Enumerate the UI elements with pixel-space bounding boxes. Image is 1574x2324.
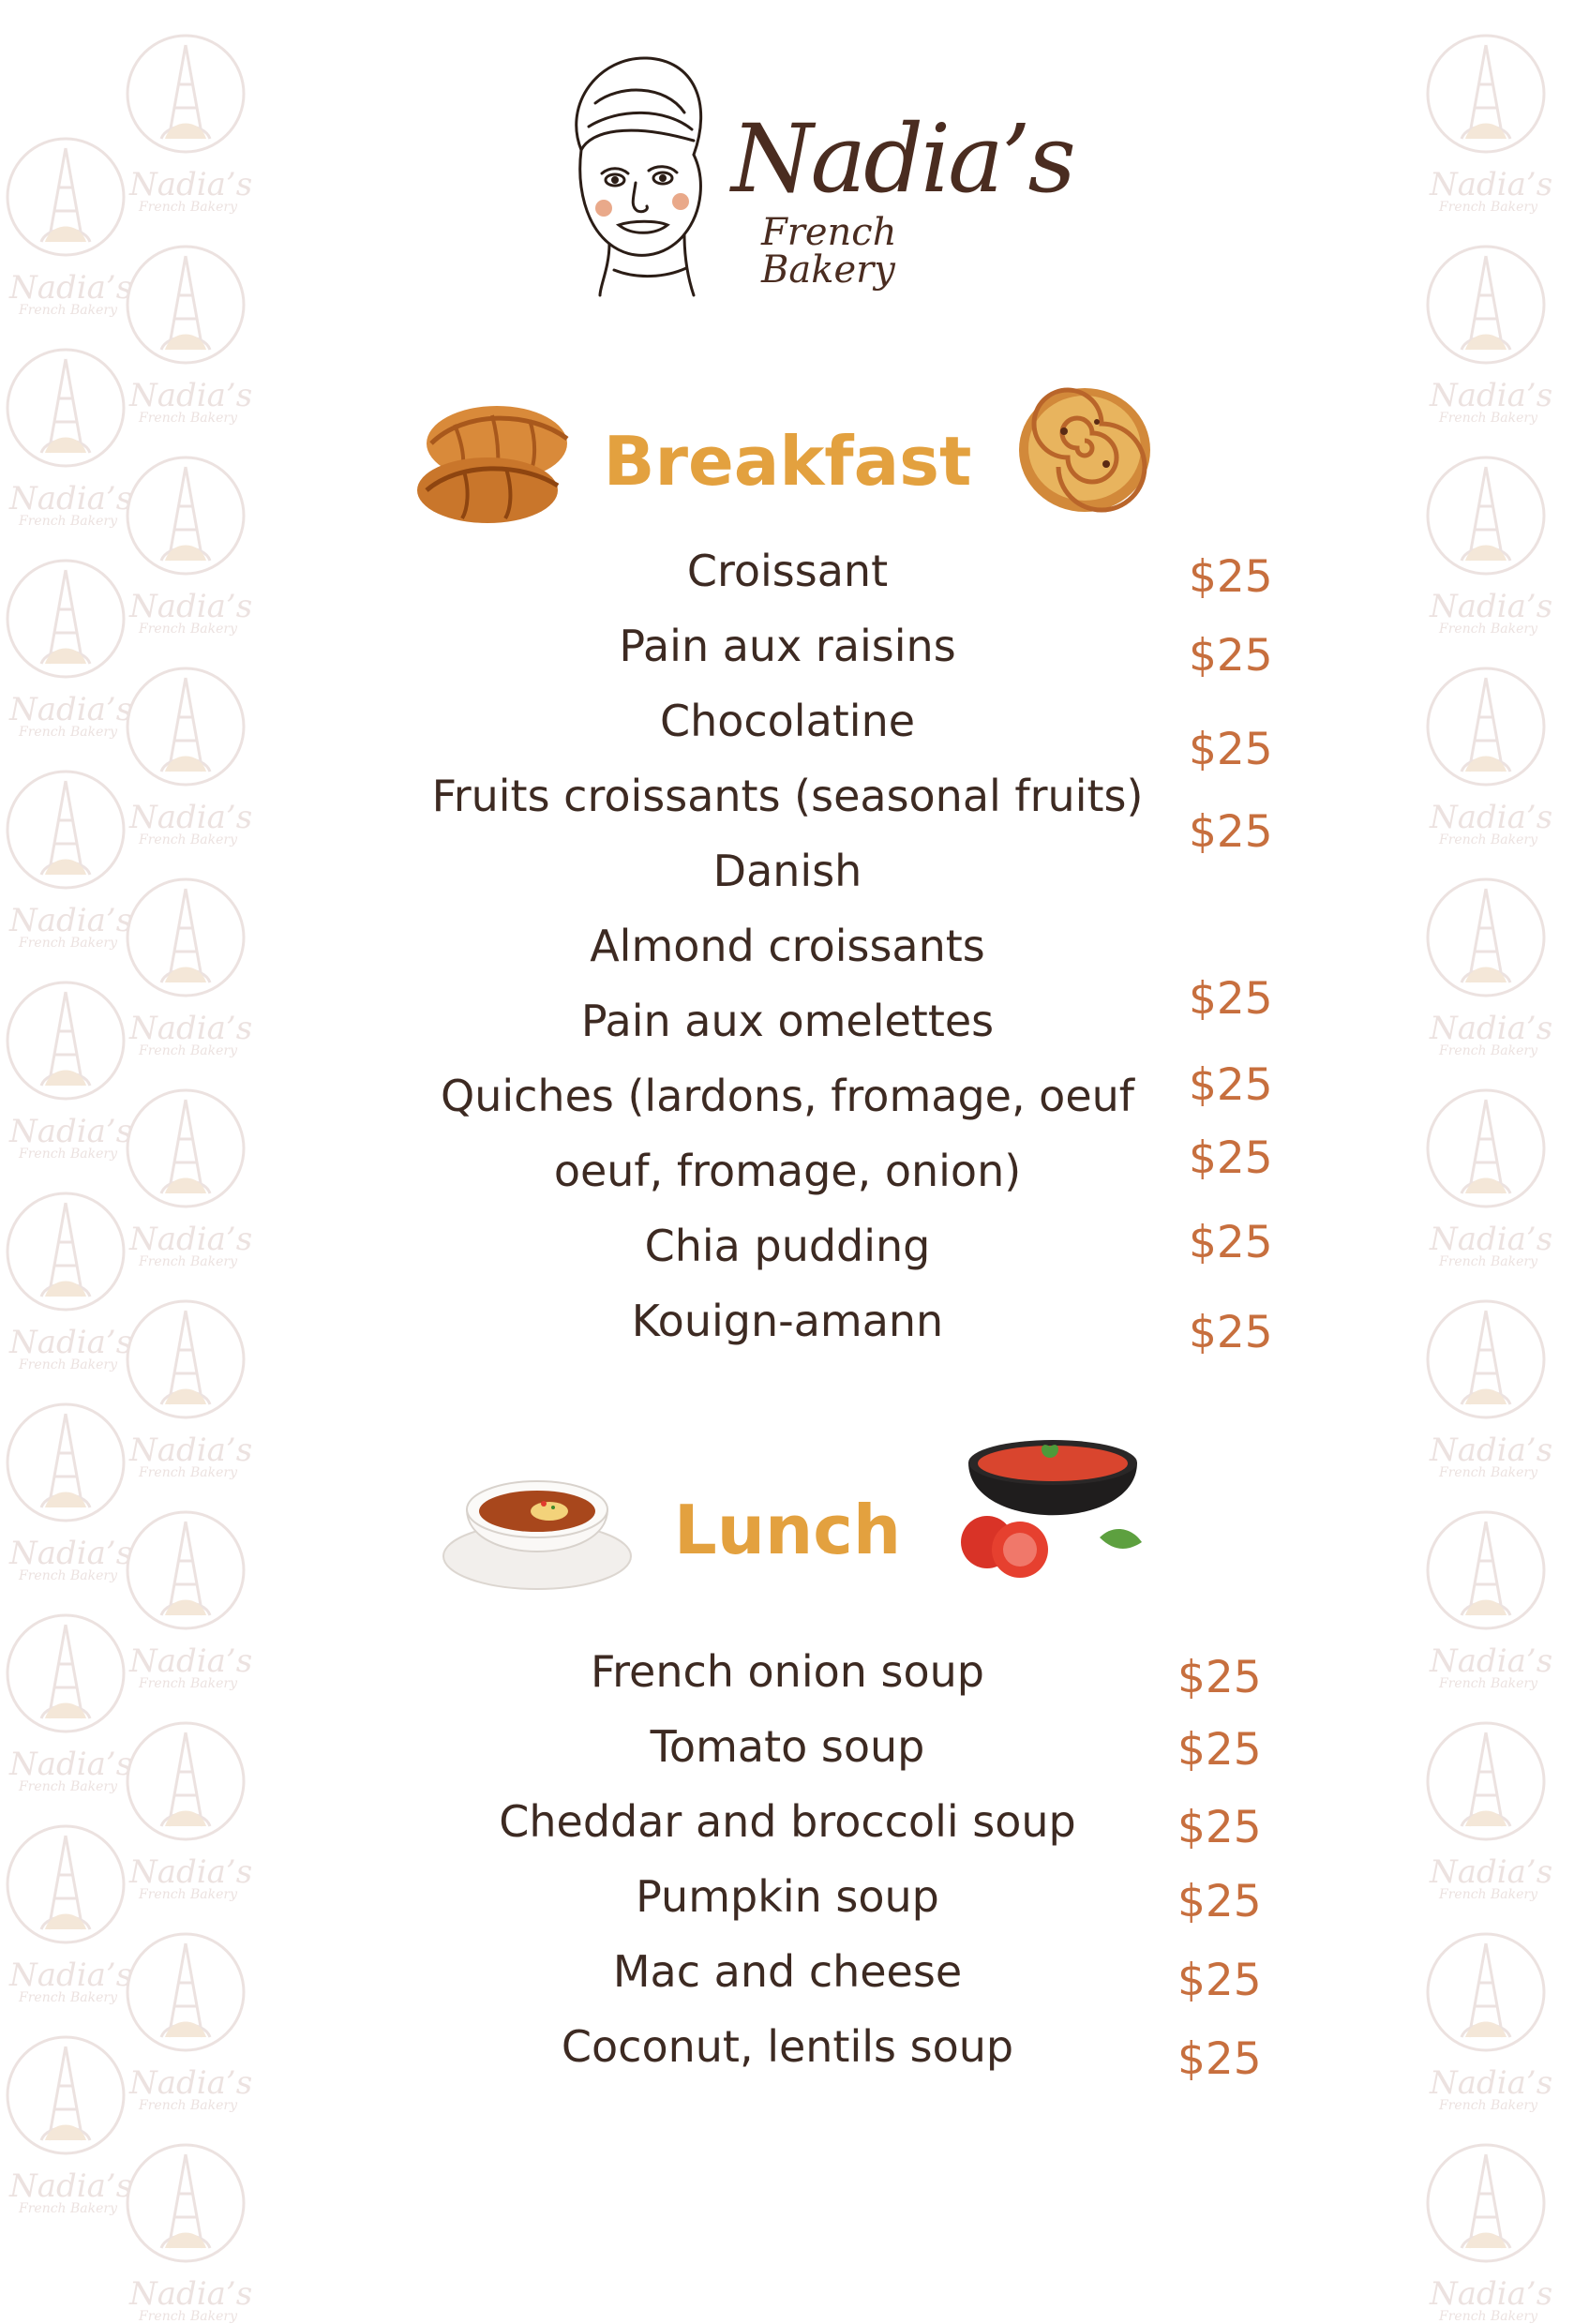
eiffel-tower-watermark-icon bbox=[1420, 1716, 1552, 1847]
breakfast-price: $25 bbox=[1189, 1217, 1273, 1268]
watermark-sub: French Bakery bbox=[19, 725, 118, 740]
watermark-sub: French Bakery bbox=[139, 1043, 238, 1058]
watermark-brand-text bbox=[9, 1537, 132, 1582]
brand-logo bbox=[544, 47, 1073, 309]
watermark-brand-text bbox=[129, 2064, 253, 2113]
watermark-sub: French Bakery bbox=[1439, 1465, 1538, 1480]
watermark-sub: French Bakery bbox=[139, 1887, 238, 1902]
lunch-price: $25 bbox=[1177, 1955, 1262, 2006]
watermark-sub: French Bakery bbox=[1439, 2309, 1538, 2324]
watermark-sub: French Bakery bbox=[1439, 1676, 1538, 1691]
watermark-sub: French Bakery bbox=[19, 514, 118, 529]
watermark-name: Nadia’s bbox=[9, 1324, 133, 1361]
breakfast-title: Breakfast bbox=[603, 422, 972, 501]
watermark-name: Nadia’s bbox=[1430, 377, 1553, 414]
breakfast-menu-item: Chocolatine bbox=[659, 696, 916, 746]
lunch-menu-item: Tomato soup bbox=[650, 1721, 925, 1772]
breakfast-menu-item: Almond croissants bbox=[590, 921, 985, 971]
eiffel-tower-watermark-icon bbox=[0, 131, 131, 262]
watermark-name: Nadia’s bbox=[129, 1221, 253, 1258]
watermark-name: Nadia’s bbox=[129, 799, 253, 836]
eiffel-tower-watermark-icon bbox=[0, 975, 131, 1106]
lunch-menu-item: French onion soup bbox=[591, 1646, 984, 1697]
eiffel-tower-watermark-icon bbox=[1420, 28, 1552, 159]
watermark-sub: French Bakery bbox=[19, 1568, 118, 1583]
breakfast-menu-item: Danish bbox=[712, 846, 862, 896]
watermark-sub: French Bakery bbox=[139, 1254, 238, 1269]
eiffel-tower-watermark-icon bbox=[120, 872, 251, 1003]
watermark-brand-text bbox=[129, 799, 253, 847]
watermark-name: Nadia’s bbox=[1430, 166, 1553, 203]
breakfast-price: $25 bbox=[1189, 1307, 1273, 1358]
watermark-name: Nadia’s bbox=[1430, 1432, 1553, 1469]
breakfast-menu-item: Croissant bbox=[686, 546, 889, 596]
watermark-sub: French Bakery bbox=[139, 1676, 238, 1691]
eiffel-tower-watermark-icon bbox=[1420, 450, 1552, 581]
eiffel-tower-watermark-icon bbox=[120, 28, 251, 159]
breakfast-menu-item: Chia pudding bbox=[644, 1221, 931, 1271]
eiffel-tower-watermark-icon bbox=[1420, 872, 1552, 1003]
watermark-brand-text bbox=[9, 269, 133, 318]
watermark-sub: French Bakery bbox=[139, 411, 238, 426]
watermark-column-left bbox=[0, 0, 131, 2233]
watermark-sub: French Bakery bbox=[19, 2201, 118, 2216]
eiffel-tower-watermark-icon bbox=[120, 239, 251, 370]
watermark-name: Nadia’s bbox=[9, 1957, 133, 1994]
eiffel-tower-watermark-icon bbox=[120, 2137, 251, 2269]
watermark-sub: French Bakery bbox=[19, 936, 118, 951]
watermark-sub: French Bakery bbox=[19, 1779, 118, 1794]
eiffel-tower-watermark-icon bbox=[1420, 1083, 1552, 1214]
watermark-name: Nadia’s bbox=[129, 2064, 253, 2102]
lunch-price: $25 bbox=[1177, 1724, 1262, 1776]
breakfast-menu-item: Fruits croissants (seasonal fruits) bbox=[431, 771, 1144, 821]
eiffel-tower-watermark-icon bbox=[1420, 1505, 1552, 1636]
watermark-name: Nadia’s bbox=[129, 166, 253, 203]
breakfast-price: $25 bbox=[1189, 1132, 1273, 1184]
eiffel-tower-watermark-icon bbox=[1420, 1927, 1552, 2058]
watermark-sub: French Bakery bbox=[1439, 411, 1538, 426]
lunch-price: $25 bbox=[1177, 1876, 1262, 1927]
watermark-sub: French Bakery bbox=[139, 200, 238, 215]
watermark-name: Nadia’s bbox=[1430, 1221, 1553, 1258]
watermark-brand-text bbox=[1430, 166, 1553, 215]
watermark-brand-text bbox=[9, 1113, 133, 1162]
eiffel-tower-watermark-icon bbox=[120, 1083, 251, 1214]
eiffel-tower-watermark-icon bbox=[0, 764, 131, 895]
watermark-brand-text bbox=[9, 902, 133, 951]
watermark-sub: French Bakery bbox=[139, 1465, 238, 1480]
eiffel-tower-watermark-icon bbox=[120, 1927, 251, 2058]
watermark-brand-text bbox=[1430, 1853, 1553, 1902]
watermark-brand-text bbox=[129, 588, 253, 637]
watermark-sub: French Bakery bbox=[1439, 1887, 1538, 1902]
watermark-column-left-inner bbox=[120, 0, 253, 2324]
watermark-name: Nadia’s bbox=[129, 377, 253, 414]
croissant-image-icon bbox=[408, 382, 577, 532]
watermark-brand-text bbox=[129, 166, 253, 215]
breakfast-menu-item: oeuf, fromage, onion) bbox=[553, 1146, 1022, 1196]
eiffel-tower-watermark-icon bbox=[120, 1716, 251, 1847]
watermark-sub: French Bakery bbox=[19, 1990, 118, 2005]
watermark-brand-text bbox=[1430, 1434, 1552, 1479]
watermark-name: Nadia’s bbox=[1430, 1010, 1553, 1047]
watermark-sub: French Bakery bbox=[19, 1147, 118, 1162]
watermark-sub: French Bakery bbox=[139, 2309, 238, 2324]
watermark-brand-text bbox=[129, 1434, 252, 1479]
lunch-price: $25 bbox=[1177, 1802, 1262, 1853]
watermark-name: Nadia’s bbox=[129, 1010, 253, 1047]
lunch-price: $25 bbox=[1177, 2033, 1262, 2085]
eiffel-tower-watermark-icon bbox=[1420, 239, 1552, 370]
watermark-brand-text bbox=[1430, 2064, 1553, 2113]
breakfast-menu-item: Pain aux raisins bbox=[619, 621, 956, 671]
watermark-brand-text bbox=[9, 480, 133, 529]
watermark-brand-text bbox=[129, 1012, 252, 1057]
eiffel-tower-watermark-icon bbox=[0, 342, 131, 473]
watermark-brand-text bbox=[9, 691, 133, 740]
watermark-brand-text bbox=[1430, 1223, 1552, 1268]
watermark-brand-text bbox=[1430, 1642, 1553, 1691]
watermark-name: Nadia’s bbox=[1430, 2064, 1553, 2102]
watermark-name: Nadia’s bbox=[9, 691, 133, 728]
watermark-name: Nadia’s bbox=[9, 902, 133, 939]
lunch-menu-item: Coconut, lentils soup bbox=[561, 2021, 1014, 2072]
watermark-brand-text bbox=[129, 1642, 253, 1691]
breakfast-price: $25 bbox=[1189, 806, 1273, 858]
eiffel-tower-watermark-icon bbox=[120, 661, 251, 792]
watermark-name: Nadia’s bbox=[9, 269, 133, 307]
breakfast-price: $25 bbox=[1189, 630, 1273, 682]
breakfast-menu-item: Pain aux omelettes bbox=[580, 996, 995, 1046]
lunch-menu-item: Pumpkin soup bbox=[636, 1871, 939, 1922]
lunch-menu-item: Cheddar and broccoli soup bbox=[499, 1796, 1076, 1847]
eiffel-tower-watermark-icon bbox=[0, 553, 131, 684]
watermark-name: Nadia’s bbox=[129, 2275, 253, 2313]
watermark-brand-text bbox=[9, 1748, 132, 1793]
watermark-sub: French Bakery bbox=[19, 1357, 118, 1372]
lunch-title: Lunch bbox=[673, 1491, 902, 1569]
brand-subtitle: French Bakery bbox=[761, 211, 897, 292]
watermark-brand-text bbox=[9, 2167, 133, 2216]
watermark-column-right bbox=[1420, 0, 1553, 2324]
watermark-sub: French Bakery bbox=[139, 622, 238, 637]
eiffel-tower-watermark-icon bbox=[1420, 1294, 1552, 1425]
watermark-brand-text bbox=[1430, 2275, 1553, 2324]
breakfast-price: $25 bbox=[1189, 973, 1273, 1025]
breakfast-menu-item: Kouign-amann bbox=[631, 1296, 944, 1346]
eiffel-tower-watermark-icon bbox=[0, 1608, 131, 1739]
eiffel-tower-watermark-icon bbox=[1420, 661, 1552, 792]
tomato-soup-image-icon bbox=[945, 1430, 1161, 1580]
pastry-swirl-image-icon bbox=[1017, 384, 1153, 516]
watermark-name: Nadia’s bbox=[129, 1853, 253, 1891]
eiffel-tower-watermark-icon bbox=[120, 1505, 251, 1636]
watermark-sub: French Bakery bbox=[19, 303, 118, 318]
watermark-brand-text bbox=[1430, 588, 1553, 637]
watermark-brand-text bbox=[1430, 799, 1553, 847]
watermark-brand-text bbox=[129, 377, 253, 426]
watermark-name: Nadia’s bbox=[129, 1642, 253, 1680]
watermark-sub: French Bakery bbox=[139, 2098, 238, 2113]
watermark-brand-text bbox=[129, 1853, 253, 1902]
eiffel-tower-watermark-icon bbox=[120, 1294, 251, 1425]
breakfast-menu-item: Quiches (lardons, fromage, oeuf bbox=[441, 1071, 1134, 1121]
watermark-name: Nadia’s bbox=[129, 588, 253, 625]
eiffel-tower-watermark-icon bbox=[0, 1819, 131, 1950]
breakfast-price: $25 bbox=[1189, 1059, 1273, 1111]
watermark-brand-text bbox=[9, 1324, 133, 1372]
brand-name: Nadia’s bbox=[731, 104, 1073, 214]
breakfast-price: $25 bbox=[1189, 551, 1273, 603]
watermark-name: Nadia’s bbox=[1430, 2275, 1553, 2313]
chef-face-logo-icon bbox=[544, 47, 722, 300]
watermark-name: Nadia’s bbox=[1430, 799, 1553, 836]
lunch-menu-item: Mac and cheese bbox=[612, 1946, 963, 1997]
watermark-name: Nadia’s bbox=[129, 1432, 253, 1469]
watermark-brand-text bbox=[1430, 1012, 1552, 1057]
watermark-sub: French Bakery bbox=[1439, 1254, 1538, 1269]
watermark-name: Nadia’s bbox=[1430, 1642, 1553, 1680]
watermark-sub: French Bakery bbox=[1439, 832, 1538, 847]
watermark-name: Nadia’s bbox=[9, 1535, 133, 1572]
eiffel-tower-watermark-icon bbox=[0, 2030, 131, 2161]
watermark-sub: French Bakery bbox=[1439, 200, 1538, 215]
watermark-name: Nadia’s bbox=[9, 1113, 133, 1150]
watermark-name: Nadia’s bbox=[9, 480, 133, 517]
watermark-sub: French Bakery bbox=[1439, 1043, 1538, 1058]
eiffel-tower-watermark-icon bbox=[1420, 2137, 1552, 2269]
watermark-sub: French Bakery bbox=[1439, 622, 1538, 637]
lunch-price: $25 bbox=[1177, 1652, 1262, 1703]
watermark-sub: French Bakery bbox=[139, 832, 238, 847]
watermark-brand-text bbox=[129, 1223, 252, 1268]
eiffel-tower-watermark-icon bbox=[120, 450, 251, 581]
eiffel-tower-watermark-icon bbox=[0, 1397, 131, 1528]
watermark-name: Nadia’s bbox=[1430, 1853, 1553, 1891]
watermark-brand-text bbox=[129, 2275, 253, 2324]
watermark-brand-text bbox=[9, 1959, 132, 2004]
watermark-name: Nadia’s bbox=[9, 2167, 133, 2205]
watermark-name: Nadia’s bbox=[9, 1746, 133, 1783]
watermark-brand-text bbox=[1430, 377, 1553, 426]
watermark-sub: French Bakery bbox=[1439, 2098, 1538, 2113]
watermark-name: Nadia’s bbox=[1430, 588, 1553, 625]
eiffel-tower-watermark-icon bbox=[0, 1186, 131, 1317]
breakfast-price: $25 bbox=[1189, 724, 1273, 775]
